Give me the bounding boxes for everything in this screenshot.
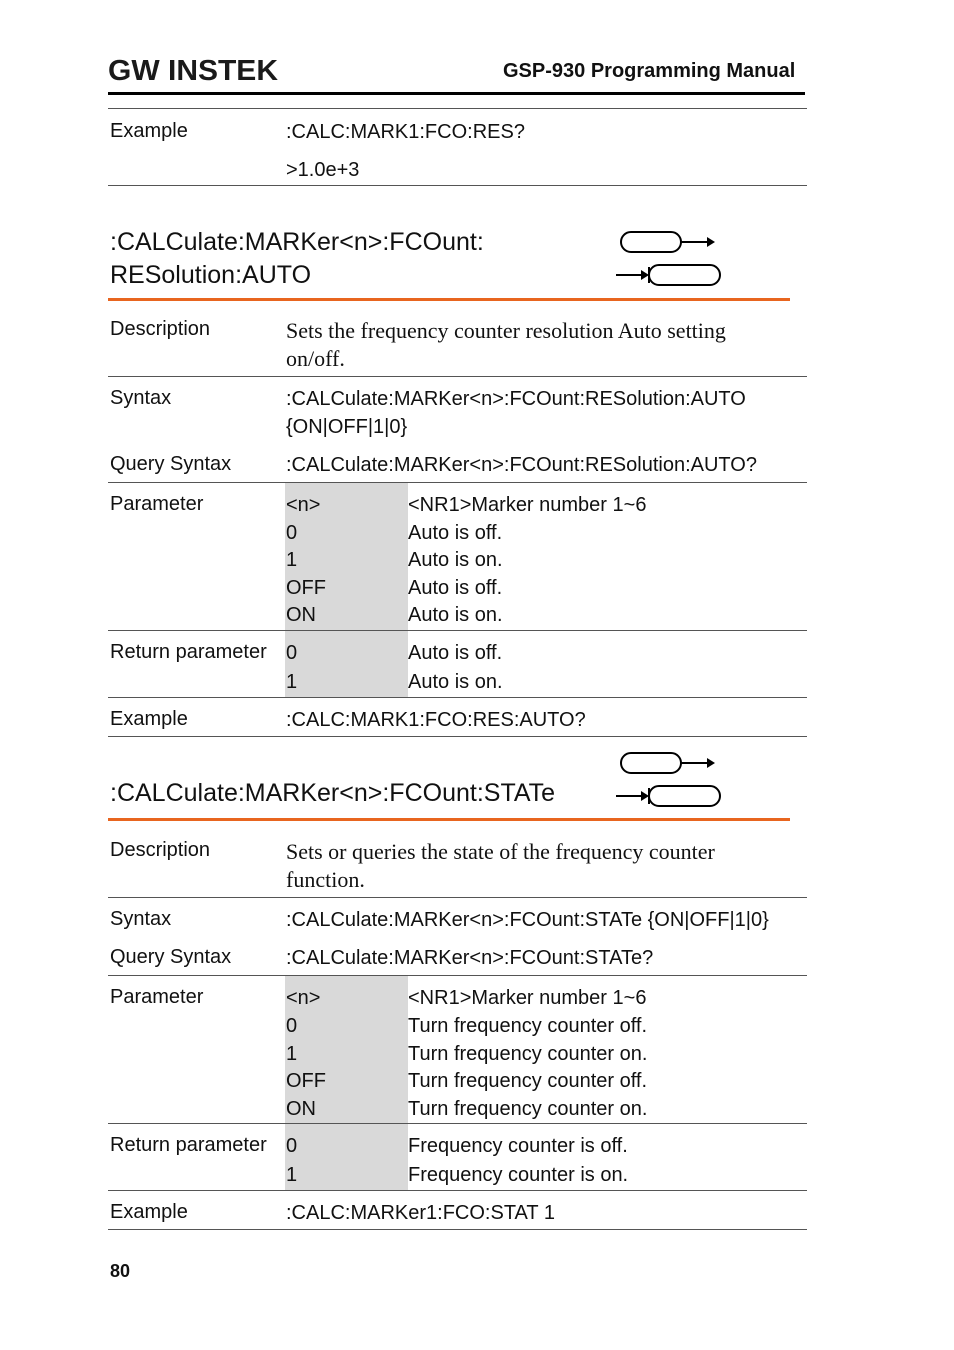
s2-param-code: <n> [286,987,321,1009]
s1-description-label: Description [110,318,211,340]
divider [108,1190,807,1191]
divider [108,185,807,186]
s2-query-syntax-label: Query Syntax [110,946,232,968]
section1-heading-rule [108,298,790,301]
s1-query-syntax: :CALCulate:MARKer<n>:FCOunt:RESolution:AUTO? [286,454,757,476]
example-label: Example [110,120,188,142]
s2-example: :CALC:MARKer1:FCO:STAT 1 [286,1202,555,1224]
s1-example: :CALC:MARK1:FCO:RES:AUTO? [286,709,586,731]
s2-param-code: 1 [286,1043,298,1065]
s2-description-label: Description [110,839,211,861]
s1-param-code: OFF [286,577,326,599]
s1-param-desc: Auto is on. [408,549,503,571]
s1-example-label: Example [110,708,188,730]
divider [108,108,807,109]
s1-param-code: 1 [286,549,298,571]
s2-return-desc: Frequency counter is off. [408,1135,628,1157]
divider [108,736,807,737]
s2-return-desc: Frequency counter is on. [408,1164,629,1186]
gw-instek-logo [108,54,280,84]
s1-param-code: 0 [286,522,298,544]
s1-param-desc: Auto is off. [408,577,503,599]
s2-return-code: 1 [286,1164,298,1186]
s1-return-shade [285,631,408,697]
set-query-command-icon [614,751,724,809]
s1-param-desc: Auto is on. [408,604,503,626]
s1-return-code: 1 [286,671,298,693]
s1-syntax-line2: {ON|OFF|1|0} [286,416,408,438]
s2-param-code: ON [286,1098,316,1120]
section1-title-line1: :CALCulate:MARKer<n>:FCOunt: [110,228,484,256]
example-response: >1.0e+3 [286,159,360,181]
s2-param-desc: Turn frequency counter off. [408,1070,648,1092]
s1-parameter-label: Parameter [110,493,204,515]
s1-query-syntax-label: Query Syntax [110,453,232,475]
s2-query-syntax: :CALCulate:MARKer<n>:FCOunt:STATe? [286,947,654,969]
s2-param-code: OFF [286,1070,326,1092]
section1-title-line2: RESolution:AUTO [110,261,312,289]
s2-syntax-label: Syntax [110,908,172,930]
s1-return-code: 0 [286,642,298,664]
s2-param-desc: Turn frequency counter on. [408,1043,648,1065]
divider [108,697,807,698]
s2-parameter-label: Parameter [110,986,204,1008]
brand-text: GW INSTEK [108,55,279,84]
s1-return-label: Return parameter [110,641,267,663]
s1-return-desc: Auto is off. [408,642,503,664]
s1-param-code: ON [286,604,316,626]
s1-description-line1: Sets the frequency counter resolution Auto setting [286,318,726,343]
s2-return-code: 0 [286,1135,298,1157]
s2-param-desc: <NR1>Marker number 1~6 [408,987,647,1009]
s2-param-code: 0 [286,1015,298,1037]
section2-title: :CALCulate:MARKer<n>:FCOunt:STATe [110,779,556,807]
divider [108,630,807,631]
s1-syntax-label: Syntax [110,387,172,409]
s1-param-desc: <NR1>Marker number 1~6 [408,494,647,516]
page-number: 80 [110,1261,131,1281]
s2-return-label: Return parameter [110,1134,267,1156]
header-rule [108,92,805,95]
divider [108,975,807,976]
divider [108,482,807,483]
divider [108,376,807,377]
s2-param-desc: Turn frequency counter on. [408,1098,648,1120]
s2-syntax: :CALCulate:MARKer<n>:FCOunt:STATe {ON|OFF|1|0} [286,909,769,931]
s1-param-code: <n> [286,494,321,516]
s2-description-line2: function. [286,867,365,892]
s1-param-desc: Auto is off. [408,522,503,544]
divider [108,1123,807,1124]
s1-return-desc: Auto is on. [408,671,503,693]
section2-heading-rule [108,818,790,821]
s2-return-shade [285,1124,408,1190]
s2-param-desc: Turn frequency counter off. [408,1015,648,1037]
s1-syntax-line1: :CALCulate:MARKer<n>:FCOunt:RESolution:AUTO [286,388,746,410]
set-query-command-icon [614,230,724,288]
s1-description-line2: on/off. [286,346,345,371]
manual-title: GSP-930 Programming Manual [503,60,796,82]
s2-example-label: Example [110,1201,188,1223]
example-command: :CALC:MARK1:FCO:RES? [286,121,525,143]
s2-description-line1: Sets or queries the state of the frequency counter [286,839,715,864]
divider [108,897,807,898]
divider [108,1229,807,1230]
